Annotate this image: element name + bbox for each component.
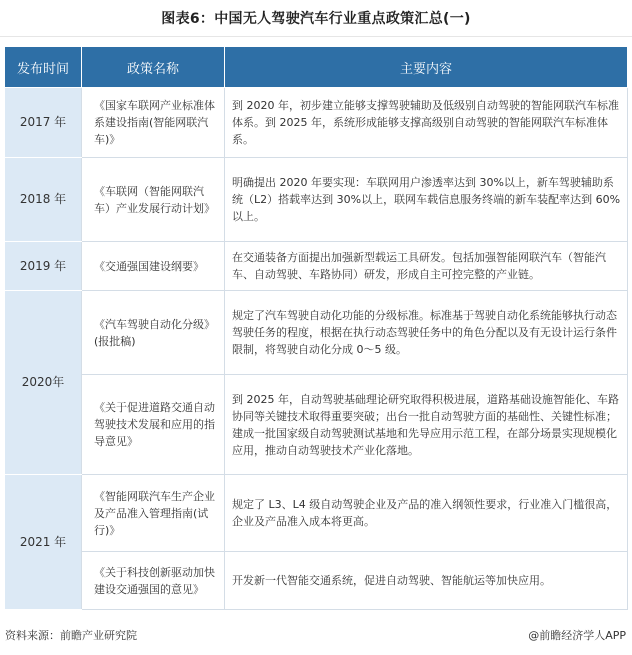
year-cell: 2021 年 — [5, 475, 82, 610]
content-cell: 到 2020 年，初步建立能够支撑驾驶辅助及低级别自动驾驶的智能网联汽车标准体系。到 2025 年，系统形成能够支撑高级别自动驾驶的智能网联汽车标准体系。 — [225, 88, 628, 158]
header-publish-time: 发布时间 — [5, 47, 82, 88]
table-row — [5, 375, 628, 475]
year-cell: 2020年 — [5, 291, 82, 475]
table-header-row — [5, 47, 628, 88]
content-cell: 到 2025 年，自动驾驶基础理论研究取得积极进展，道路基础设施智能化、车路协同等关键技术取得重要突破；出台一批自动驾驶方面的基础性、关键性标准；建成一批国家级自动驾驶测试基地和先导应用示范工程，在部分场景实现规模化应用，推动自动驾驶技术产业化落地。 — [225, 375, 628, 475]
table-row — [5, 291, 628, 375]
content-cell: 在交通装备方面提出加强新型载运工具研发。包括加强智能网联汽车（智能汽车、自动驾驶、车路协同）研发，形成自主可控完整的产业链。 — [225, 242, 628, 291]
policy-name-cell: 《智能网联汽车生产企业及产品准入管理指南(试行)》 — [82, 475, 225, 552]
policy-name-cell: 《关于科技创新驱动加快建设交通强国的意见》 — [82, 552, 225, 610]
table-row — [5, 242, 628, 291]
policy-name-cell: 《国家车联网产业标准体系建设指南(智能网联汽车)》 — [82, 88, 225, 158]
table-row — [5, 158, 628, 242]
content-cell: 规定了汽车驾驶自动化功能的分级标准。标准基于驾驶自动化系统能够执行动态驾驶任务的程度，根据在执行动态驾驶任务中的角色分配以及有无设计运行条件限制，将驾驶自动化分成 0～5 级。 — [225, 291, 628, 375]
policy-name-cell: 《关于促进道路交通自动驾驶技术发展和应用的指导意见》 — [82, 375, 225, 475]
policy-name-cell: 《交通强国建设纲要》 — [82, 242, 225, 291]
table-row — [5, 475, 628, 552]
brand-credit: @前瞻经济学人APP — [528, 629, 626, 642]
table-row — [5, 88, 628, 158]
header-policy-name: 政策名称 — [82, 47, 225, 88]
year-cell: 2017 年 — [5, 88, 82, 158]
year-cell: 2018 年 — [5, 158, 82, 242]
content-cell: 开发新一代智能交通系统，促进自动驾驶、智能航运等加快应用。 — [225, 552, 628, 610]
year-cell: 2019 年 — [5, 242, 82, 291]
header-main-content: 主要内容 — [225, 47, 628, 88]
policy-table — [4, 46, 628, 610]
content-cell: 规定了 L3、L4 级自动驾驶企业及产品的准入纲领性要求，行业准入门槛很高，企业及产品准入成本将更高。 — [225, 475, 628, 552]
policy-name-cell: 《车联网（智能网联汽车）产业发展行动计划》 — [82, 158, 225, 242]
chart-title: 图表6：中国无人驾驶汽车行业重点政策汇总(一) — [161, 11, 471, 27]
table-row — [5, 552, 628, 610]
source-note: 资料来源：前瞻产业研究院 — [5, 629, 137, 642]
title-divider — [0, 36, 632, 37]
policy-name-cell: 《汽车驾驶自动化分级》(报批稿) — [82, 291, 225, 375]
content-cell: 明确提出 2020 年要实现：车联网用户渗透率达到 30%以上，新车驾驶辅助系统（L2）搭载率达到 30%以上，联网车载信息服务终端的新车装配率达到 60%以上。 — [225, 158, 628, 242]
